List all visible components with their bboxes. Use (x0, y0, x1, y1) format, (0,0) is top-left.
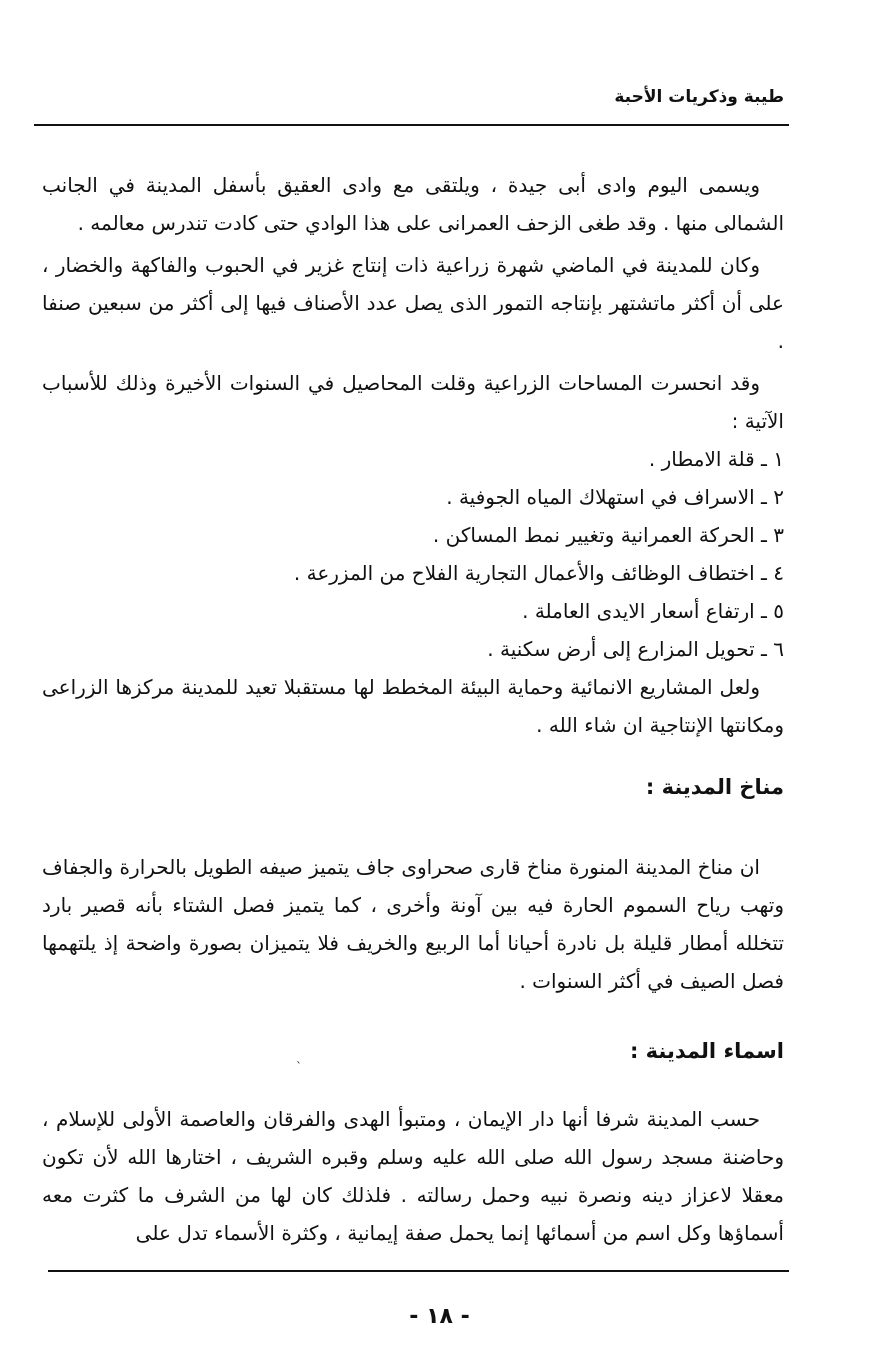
list-item-cause: ٣ ـ الحركة العمرانية وتغيير نمط المساكن . (432, 523, 784, 547)
paragraph-decline: وقد انحسرت المساحات الزراعية وقلت المحاصيل في السنوات الأخيرة وذلك للأسباب الآتية : (42, 371, 784, 433)
list-item-cause: ١ ـ قلة الامطار . (648, 447, 784, 471)
paragraph-climate: ان مناخ المدينة المنورة مناخ قارى صحراوى جاف يتميز صيفه الطويل بالحرارة والجفاف وتهب رياح السموم الحارة فيه بين آونة وأخرى ، كما يتميز فصل الشتاء بأنه قصير بارد تتخلله أمطار قليلة بل نادرة أحيانا أما الربيع والخريف فلا يتميزان بصورة واضحة إذ يلتهمها فصل الصيف في أكثر السنوات . (42, 855, 784, 993)
footer-divider (48, 1270, 789, 1272)
paragraph-future: ولعل المشاريع الانمائية وحماية البيئة المخطط لها مستقبلا تعيد للمدينة مركزها الزراعى ومكانتها الإنتاجية ان شاء الله . (42, 675, 784, 737)
section-climate (42, 848, 784, 1000)
page-number: - ١٨ - (409, 1304, 470, 1329)
section-agriculture (42, 166, 784, 744)
list-item-cause: ٢ ـ الاسراف في استهلاك المياه الجوفية . (446, 485, 784, 509)
paragraph-valley: ويسمى اليوم وادى أبى جيدة ، ويلتقى مع وادى العقيق بأسفل المدينة في الجانب الشمالى منها . وقد طغى الزحف العمرانى على هذا الوادي حتى كادت تندرس معالمه . (42, 173, 784, 235)
list-item-cause: ٥ ـ ارتفاع أسعار الايدى العاملة . (522, 599, 784, 623)
section-names (42, 1100, 784, 1252)
causes-list (42, 440, 784, 668)
paragraph-names: حسب المدينة شرفا أنها دار الإيمان ، ومتبوأ الهدى والفرقان والعاصمة الأولى للإسلام ، وحاضنة مسجد رسول الله صلى الله عليه وسلم وقبره الشريف ، اختارها الله لأن تكون معقلا لاعزاز دينه ونصرة نبيه وحمل رسالته . فلذلك كان لها من الشرف ما كثرت معه أسماؤها وكل اسم من أسمائها إنما يحمل صفة إيمانية ، وكثرة الأسماء تدل على (42, 1107, 784, 1245)
list-item-cause: ٤ ـ اختطاف الوظائف والأعمال التجارية الفلاح من المزرعة . (293, 561, 784, 585)
header-divider (34, 124, 789, 126)
heading-names: اسماء المدينة : (629, 1039, 784, 1063)
ink-mark: ˋ (296, 1060, 302, 1074)
list-item-cause: ٦ ـ تحويل المزارع إلى أرض سكنية . (487, 637, 784, 661)
running-header-title: طيبة وذكريات الأحبة (614, 87, 784, 107)
heading-climate: مناخ المدينة : (645, 775, 784, 799)
paragraph-agriculture-history: وكان للمدينة في الماضي شهرة زراعية ذات إنتاج غزير في الحبوب والفاكهة والخضار ، على أن أكثر ماتشتهر بإنتاجه التمور الذى يصل عدد الأصناف فيها إلى أكثر من سبعين صنفا . (42, 253, 784, 353)
